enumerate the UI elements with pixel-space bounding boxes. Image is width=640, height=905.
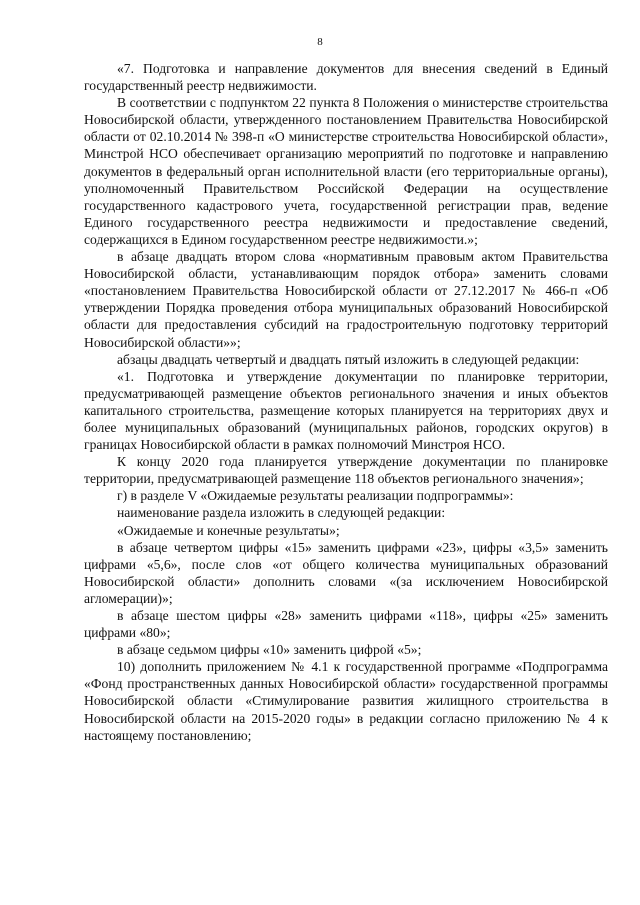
- paragraph: в абзаце шестом цифры «28» заменить цифрами «118», цифры «25» заменить цифрами «80»;: [84, 608, 608, 641]
- paragraph: абзацы двадцать четвертый и двадцать пятый изложить в следующей редакции:: [117, 351, 580, 367]
- document-body: [84, 60, 608, 744]
- paragraph: «1. Подготовка и утверждение документации по планировке территории, предусматривающей размещение объектов регионального значения и иных объектов капитального строительства, размещение которых планируется на территориях двух и более муниципальных образований (муниципальных районов, городских округов) в границах Новосибирской области в рамках полномочий Минстроя НСО.: [84, 368, 608, 453]
- paragraph: «Ожидаемые и конечные результаты»;: [117, 522, 340, 538]
- paragraph: «7. Подготовка и направление документов для внесения сведений в Единый государственный реестр недвижимости.: [84, 61, 608, 94]
- paragraph: В соответствии с подпунктом 22 пункта 8 Положения о министерстве строительства Новосибирской области, утвержденного постановлением Правительства Новосибирской области от 02.10.2014 № 398-п «О министерстве строительства Новосибирской области», Минстрой НСО обеспечивает организацию мероприятий по подготовке и направлению документов в федеральный орган исполнительной власти (его территориальные органы), уполномоченный Правительством Российской Федерации на осуществление государственного кадастрового учета, государственной регистрации прав, ведение Единого государственного реестра недвижимости и предоставление сведений, содержащихся в Едином государственном реестре недвижимости.»;: [84, 95, 608, 247]
- page-number: 8: [317, 36, 323, 48]
- paragraph: 10) дополнить приложением № 4.1 к государственной программе «Подпрограмма «Фонд пространственных данных Новосибирской области» государственной программы Новосибирской области «Стимулирование развития жилищного строительства в Новосибирской области на 2015-2020 годы» в редакции согласно приложению № 4 к настоящему постановлению;: [84, 659, 608, 743]
- paragraph: наименование раздела изложить в следующей редакции:: [117, 505, 446, 521]
- paragraph: К концу 2020 года планируется утверждение документации по планировке территории, предусматривающей размещение 118 объектов регионального значения»;: [84, 454, 608, 487]
- paragraph: в абзаце двадцать втором слова «нормативным правовым актом Правительства Новосибирской области, устанавливающим порядок отбора» заменить словами «постановлением Правительства Новосибирской области от 27.12.2017 № 466-п «Об утверждении Порядка проведения отбора муниципальных образований Новосибирской области для предоставления субсидий на градостроительную подготовку территорий Новосибирской области»»;: [84, 249, 608, 350]
- paragraph: г) в разделе V «Ожидаемые результаты реализации подпрограммы»:: [117, 488, 514, 504]
- paragraph: в абзаце четвертом цифры «15» заменить цифрами «23», цифры «3,5» заменить цифрами «5,6», после слов «от общего количества муниципальных образований Новосибирской области» дополнить словами «(за исключением Новосибирской агломерации)»;: [84, 539, 608, 606]
- paragraph: в абзаце седьмом цифры «10» заменить цифрой «5»;: [117, 642, 422, 658]
